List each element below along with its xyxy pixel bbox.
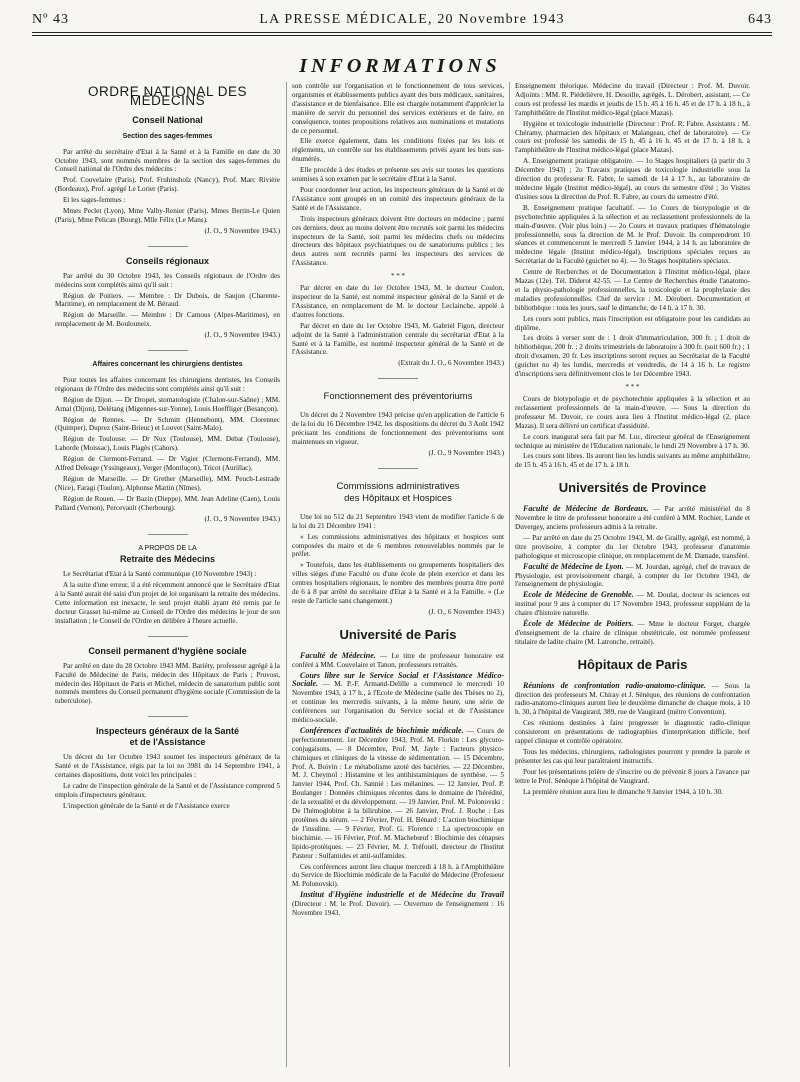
paragraph: Ces réunions destinées à faire progresser le diagnostic radio-clinique consisteront en présentations de radiographies d'interprétation difficile, bref rappel clinique et contrôle opératoire. — [515, 719, 750, 746]
paragraph: Région de Marseille. — Dr Grether (Marseille), MM. Peuch-Lestrade (Nice), Faragi (Toulon), Alphonse Martin (Nîmes). — [55, 475, 280, 492]
paragraph: La première réunion aura lieu le dimanche 9 Janvier 1944, à 10 h. 30. — [523, 787, 723, 796]
university-heading: Universités de Province — [558, 480, 707, 496]
paragraph: Pour coordonner leur action, les inspecteurs généraux de la Santé et de l'Assistance sont groupés en un comité des inspecteurs généraux de la Santé et de l'Assistance. — [292, 185, 504, 212]
paragraph: — Par arrêté en date du 25 Octobre 1943, M. de Grailly, agrégé, est nommé, à titre provisoire, à compter du 1er Octobre 1943, professeur d'anatomie pathologique et microscopie clinique, en remplacement de M. Damade, transféré. — [515, 533, 750, 560]
separator — [148, 636, 188, 637]
paragraph: Le cadre de l'inspection générale de la Santé et de l'Assistance comprend 5 emplois d'inspecteurs généraux. — [55, 781, 280, 799]
paragraph: L'inspection générale de la Santé et de l'Assistance exerce — [63, 801, 230, 810]
reference: (J. O., 9 Novembre 1943.) — [204, 514, 280, 523]
paragraph: Pour les présentations prière de s'inscrire ou de prévenir 8 jours à l'avance par lettre le Prof. Sénèque à l'hôpital de Vaugirard. — [515, 767, 750, 785]
paragraph: » Toutefois, dans les établissements ou groupements hospitaliers des villes sièges d'une Faculté ou d'une école de plein exercice et dans les centres hospitaliers régionaux, le nombre des membres pourra être porté de 6 à 8 par arrêté du secrétaire d'Etat à la Santé et à la Famille. » (Le reste de l'article sans changement.) — [292, 561, 504, 605]
page-number: 643 — [748, 12, 772, 27]
reference: (Extrait du J. O., 6 Novembre 1943.) — [398, 359, 504, 368]
institution-name: École de Médecine de Poitiers. — [523, 619, 634, 629]
section-heading: et de l'Assistance — [129, 737, 206, 748]
main-heading: ORDRE NATIONAL DES MÉDECINS — [87, 84, 248, 108]
paragraph-text: — Sous la direction des professeurs M. Chiray et J. Sénèque, des réunions de confrontation radio-anatomo-cliniques auront lieu le deuxième dimanche de chaque mois, à 10 h. 30, à l'hôpital de Vaugirard, 389, rue de Vaugirard (métro Convention). — [515, 681, 750, 717]
reference: (J. O., 9 Novembre 1943.) — [204, 331, 280, 340]
paragraph-text: — Cours de perfectionnement. 1er Décembre 1943, Prof. M. Florkin : Les glycuro-conjugaisons. — 8 Décembre, Prof. M. Jayle : Facteurs physico-chimiques et cliniques de la vitesse de sédimentation. — 15 Décembre, Prof. A. Boivin : Le métabolisme azoté des bactéries. — 22 Décembre, M. J. Cheymol : Histamine et les antihistaminiques de synthèse. — 5 Janvier 1944, Prof. Ch. Sannié : Les mélanines. — 12 Janvier, Prof. P. Boulanger : Données chimiques récentes dans le domaine de l'hérédité, de la sexualité et du développement. — 19 Janvier, Prof. M. Polonovski : De l'hémoglobine à la bilirubine. — 26 Janvier, Prof. J. Roche : Les protéines du sérum. — 2 Février, Prof. H. Bénard : L'action biochimique de l'insuline. — 9 Février, Prof. G. Florence : La spectroscopie en biochimie. — 16 Février, Prof. M. Machebœuf : Biochimie des cénapses lipido-protéiques. — 23 Février, M. J. Tréfouël, directeur de l'Institut Pasteur : Sulfamides et anti-sulfamides. — [292, 726, 505, 860]
paragraph: Prof. Couvelaire (Paris), Prof. Fruhinsholz (Nancy), Prof. Marc Rivière (Bordeaux), Prof. agrégé Le Lorier (Paris). — [55, 176, 280, 194]
paragraph: Par décret en date du 1er Octobre 1943, M. le docteur Coulon, inspecteur de la Santé, est nommé inspecteur général de la Santé et de l'Assistance, en remplacement de M. le docteur Leclainche, appelé à d'autres fonctions. — [292, 284, 504, 319]
meeting-title: Réunions de confrontation radio-anatomo-clinique. — [523, 680, 706, 690]
separator — [148, 246, 188, 247]
separator — [378, 378, 418, 379]
journal-title-date: LA PRESSE MÉDICALE, 20 Novembre 1943 — [259, 12, 565, 27]
paragraph: Par arrêté du secrétaire d'Etat à la Santé et à la Famille en date du 30 Octobre 1943, sont nommés membres de la section des sages-femmes du Conseil national de l'Ordre des médecins : — [55, 147, 280, 174]
paragraph-text: — Par arrêté ministériel du 8 Novembre le titre de professeur honoraire a été conféré à MM. Rochier, Lande et Duvergey, anciens professeurs admis à la retraite. — [515, 505, 750, 531]
separator — [378, 468, 418, 469]
paragraph: son contrôle sur l'organisation et le fonctionnement de tous services, organismes et établissements publics ayant des buts médicaux, sanitaires, d'assistance et de bienfaisance. Elle est chargée notamment d'apprécier la manière de servir du personnel des services extérieurs et de faire, en conséquence, toutes propositions relatives aux nominations et mutations de ce personnel. — [292, 82, 504, 135]
reference: (J. O., 9 Novembre 1943.) — [428, 448, 504, 457]
separator — [148, 716, 188, 717]
paragraph: Région de Clermont-Ferrand. — Dr Vigier (Clermont-Ferrand), MM. Alfred Deleage (Yssingeaux), Verger (Montluçon), Tricot (Aurillac). — [55, 455, 280, 473]
paragraph — [515, 563, 750, 590]
paragraph: Mmes Peclet (Lyon), Mme Valby-Renier (Paris), Mmes Bertin-Le Quien (Paris), Mme Pelican (Bourg), Mlle Félix (Le Mans). — [55, 207, 280, 224]
issue-number: Nº 43 — [32, 12, 69, 27]
paragraph: Un décret du 1er Octobre 1943 soumet les inspecteurs généraux de la Santé et de l'Assistance, régis par la loi no 3981 du 14 Septembre 1941, à certaines dispositions, dont voici les principales : — [55, 753, 280, 779]
paragraph — [292, 891, 504, 918]
paragraph: Région de Rouen. — Dr Bazin (Dieppe), MM. Jean Adeline (Caen), Louis Pallard (Vernon), Percevault (Cherbourg). — [55, 494, 280, 512]
header-rule-2 — [32, 35, 772, 36]
paragraph: Un décret du 2 Novembre 1943 précise qu'en application de l'article 6 de la loi du 16 Décembre 1942, les dispositions du décret du 3 Août 1942 précisant les conditions de fonctionnement des préventoriums sont maintenues en vigueur. — [292, 411, 504, 446]
section-heading: Conseil National — [132, 114, 203, 125]
section-heading: des Hôpitaux et Hospices — [344, 492, 452, 504]
paragraph-text: — Mme le docteur Forget, chargée d'enseignement de la chaire de clinique obstétricale, est nommée professeur titulaire de ladite chaire (M. Latronche, retraité). — [515, 620, 750, 646]
paragraph: B. Enseignement pratique facultatif. — 1o Cours de biotypologie et de psychotechnie appliquées à la sélection et au reclassement professionnels de la main-d'œuvre. (Voir plus loin.) — 2o Cours et travaux pratiques d'hématologie professionnelle, sous la direction de M. le Prof. Duvoir. Ils comprendront 10 séances et commenceront le mercredi 5 Janvier 1944, à 14 h. au laboratoire de médecine légale (Institut médico-légal). Inscriptions spéciales reçues au Secrétariat de la Faculté (guichet no 4). — 3o Stages hospitaliers spéciaux. — [515, 203, 750, 266]
header-rule — [32, 32, 772, 33]
institution-name: Institut d'Hygiène industrielle et de Médecine du Travail — [300, 890, 504, 900]
separator — [148, 534, 188, 535]
column-middle — [292, 82, 504, 920]
paragraph — [515, 591, 750, 618]
page-header — [32, 8, 772, 30]
paragraph: Par arrêté en date du 28 Octobre 1943 MM. Bariéty, professeur agrégé à la Faculté de Médecine de Paris, médecin des Hôpitaux de Paris ; Pruvost, médecin des Hôpitaux de Paris et Michel, médecin de sanatorium public sont nommés membres du Conseil permanent d'hygiène sociale (Commission de la tuberculose). — [55, 661, 280, 706]
course-title: Conférences d'actualités de biochimie médicale. — [300, 725, 464, 735]
section-heading: Fonctionnement des préventoriums — [323, 391, 473, 403]
paragraph: Pour toutes les affaires concernant les chirurgiens dentistes, les Conseils régionaux de l'Ordre des médecins sont complétés ainsi qu'il suit : — [55, 375, 280, 393]
column-right — [515, 82, 750, 799]
section-heading: Conseil permanent d'hygiène sociale — [88, 645, 247, 656]
paragraph: Région de Marseille. — Membre : Dr Camous (Alpes-Maritimes), en remplacement de M. Boulouneix. — [55, 311, 280, 329]
paragraph: Région de Poitiers. — Membre : Dr Dubois, de Saujon (Charente-Maritime), en remplacement de M. Béraud. — [55, 291, 280, 309]
institution-name: Faculté de Médecine de Bordeaux. — [523, 504, 649, 514]
hospitals-heading: Hôpitaux de Paris — [577, 656, 688, 672]
paragraph — [515, 505, 750, 532]
paragraph: Par arrêté du 30 Octobre 1943, les Conseils régionaux de l'Ordre des médecins sont complétés ainsi qu'il suit : — [55, 271, 280, 289]
paragraph — [292, 672, 504, 725]
paragraph: Région de Toulouse. — Dr Nux (Toulouse), MM. Debat (Toulouse), Laborde (Moissac), Louis Plagès (Cahors). — [55, 435, 280, 453]
paragraph-text: — M. P.-F. Armand-Delille a commencé le mercredi 10 Novembre 1943, à 17 h., à l'Ecole de Médecine (salle des Thèses no 2), et continue les mercredis suivants, à la même heure, une série de conférences sur l'organisation du Service social et de l'Assistance médico-sociale. — [292, 680, 505, 725]
paragraph — [292, 652, 504, 670]
paragraph: Les cours sont libres. Ils auront lieu les lundis suivants au même amphithéâtre, de 15 h. 45 à 16 h. 45 et de 17 h. à 18 h. — [515, 452, 750, 470]
paragraph: Ces conférences auront lieu chaque mercredi à 18 h. à l'Amphithéâtre du Service de Biochimie médicale de la Faculté de Médecine (Professeur M. Polonovski). — [292, 862, 504, 889]
sub-heading: Affaires concernant les chirurgiens dentistes — [92, 361, 243, 369]
paragraph: Hygiène et toxicologie industrielle (Directeur : Prof. R. Fabre. Assistants : M. Chéramy, pharmacien des hôpitaux et Malangeau, chef de laboratoire). — Ce cours est professé les samedis de 15 h. 45 à 16 h. 45 et de 17 h. à 18 h. à l'amphithéâtre de l'Institut médico-légal (place Mazas). — [515, 119, 750, 155]
section-heading: Commissions administratives — [336, 480, 460, 492]
paragraph: Tous les médecins, chirurgiens, radiologistes pourront y prendre la parole et présenter les cas qui leur paraîtraient instructifs. — [515, 748, 750, 765]
paragraph-text: — M. Jourdan, agrégé, chef de travaux de Physiologie, est provisoirement chargé, à compter du 1er Octobre 1943, de l'enseignement de physiologie. — [515, 562, 750, 589]
paragraph: Trois inspecteurs généraux doivent être docteurs en médecine ; parmi ces derniers, deux au moins doivent être recrutés soit parmi les médecins inspecteurs de la Santé, soit parmi les médecins chefs ou médecins directeurs des hôpitaux psychiatriques ou de sanatoriums publics ; les deux autres sont recrutés parmi les inspecteurs des services de l'Assistance. — [292, 214, 504, 268]
sub-heading: Section des sages-femmes — [122, 132, 213, 140]
paragraph-text: — Le titre de professeur honoraire est conféré à MM. Couvelaire et Tanon, professeurs retraités. — [292, 651, 505, 669]
university-heading: Université de Paris — [339, 626, 457, 642]
paragraph: Région de Dijon. — Dr Dropet, stomatologiste (Chalon-sur-Saône) ; MM. Arnal (Dijon), Delétang (Migennes-sur-Yonne), Louis Hoeffliger (Besançon). — [55, 395, 280, 413]
paragraph: Les droits à verser sont de : 1 droit d'immatriculation, 300 fr. ; 1 droit de bibliothèque, 200 fr. ; 2 droits trimestriels de laboratoire à 300 fr. (soit 600 fr.) ; 1 droit d'examen, 20 fr. Les inscriptions seront reçues au Secrétariat de la Faculté (guichet no 4) les lundis, mercredis et vendredis, de 14 à 16 h. Le registre d'inscriptions sera définitivement clos le 1er Décembre 1943. — [515, 334, 750, 379]
institution-name: Faculté de Médecine. — [300, 650, 376, 660]
paragraph: Par décret en date du 1er Octobre 1943, M. Gabriel Figon, directeur adjoint de la Santé à l'administration centrale du secrétariat d'Etat à la Santé et à la Famille, est nommé inspecteur général de la Santé et de l'Assistance. — [292, 321, 504, 357]
reference: (J. O., 6 Novembre 1943.) — [428, 607, 504, 616]
section-heading: Inspecteurs généraux de la Santé — [95, 726, 240, 737]
column-divider — [286, 82, 287, 1067]
paragraph: Et les sages-femmes : — [63, 196, 126, 205]
paragraph: A la suite d'une erreur, il a été récemment annoncé que le Secrétaire d'Etat à la Santé aurait été saisi d'un projet de loi organisant la retraite des médecins. Cette information est inexacte, le seul projet établi ayant été remis par le docteur Grasset lui-même au Conseil de l'Ordre des médecins le jour de son installation ; le Conseil de l'Ordre en délibère à l'heure actuelle. — [55, 581, 280, 625]
paragraph — [515, 682, 750, 718]
stars-separator: * * * — [391, 272, 405, 281]
stars-separator: * * * — [625, 383, 640, 391]
paragraph — [515, 620, 750, 647]
column-left — [55, 82, 280, 812]
paragraph: Centre de Recherches et de Documentation à l'Institut médico-légal, place Mazas (12e). Tél. Diderot 42-55. — Le Centre de Recherches étudie l'anatomo- et la physio-pathologie professionnelles, la toxicologie et la prophylaxie des maladies professionnelles. Chef de service : M. Dérobert. Documentation et bibliothèque : tous les jours, sauf le dimanche, de 14 h. à 17 h. 30. — [515, 268, 750, 312]
paragraph: Le cours inaugural sera fait par M. Luc, directeur général de l'Enseignement technique au ministère de l'Education nationale, le lundi 29 Novembre à 17 h. 30. — [515, 432, 750, 450]
course-title: Cours libre sur le Service Social et l'Assistance Médico-Sociale. — [292, 670, 504, 689]
paragraph: « Les commissions administratives des hôpitaux et hospices sont composées du maire et de 6 membres renouvelables nommés par le préfet. — [292, 532, 504, 559]
column-divider — [509, 82, 510, 1067]
section-banner: INFORMATIONS — [299, 55, 501, 77]
paragraph: Le Secrétariat d'Etat à la Santé communique (10 Novembre 1943) : — [63, 570, 257, 579]
paragraph-text: (Directeur : M. le Prof. Duvoir). — Ouverture de l'enseignement : 16 Novembre 1943. — [292, 900, 504, 918]
paragraph-text: — M. Doulat, docteur ès sciences est institué pour 9 ans à compter du 17 Novembre 1943, professeur suppléant de la chaire d'histoire naturelle. — [515, 591, 751, 618]
paragraph: Enseignement théorique. Médecine du travail (Directeur : Prof. M. Duvoir. Adjoints : MM. R. Piédelièvre, H. Desoille, agrégés, L. Dérobert, assistant. — Ce cours est professé les mardis et jeudis de 15 h. 45 à 16 h. 45 et de 17 h. à 18 h., à l'amphithéâtre de l'Institut médico-légal (place Mazas). — [515, 82, 750, 117]
section-heading: Conseils régionaux — [125, 255, 210, 266]
paragraph: Elle exerce également, dans les conditions fixées par les lois et règlements, un contrôle sur les établissements privés ayant les buts sus-énumérés. — [292, 137, 504, 164]
paragraph: Région de Rennes. — Dr Schmitt (Hennebont), MM. Clorennec (Quimper), Duprez (Saint-Brieuc) et Louvet (Saint-Malo). — [55, 415, 280, 433]
institution-name: Faculté de Médecine de Lyon. — [523, 561, 624, 571]
paragraph: Elle procède à des études et présente ses avis sur toutes les questions soumises à son examen par le secrétaire d'Etat à la Santé. — [292, 166, 504, 184]
paragraph: Les cours sont publics, mais l'inscription est obligatoire pour les candidats au diplôme. — [515, 314, 750, 332]
paragraph — [292, 727, 504, 861]
pre-heading: A PROPOS DE LA — [138, 544, 197, 552]
separator — [148, 350, 188, 351]
paragraph: Une loi no 512 du 21 Septembre 1943 vient de modifier l'article 6 de la loi du 21 Décembre 1941 : — [292, 512, 504, 530]
institution-name: Ecole de Médecine de Grenoble. — [523, 590, 634, 600]
section-heading: Retraite des Médecins — [119, 554, 216, 565]
paragraph: Cours de biotypologie et de psychotechnie appliquées à la sélection et au reclassement professionnels de la main-d'œuvre. — Sous la direction du professeur M. Duvoir, ce cours aura lieu à l'Institut médico-légal (2, place Mazas). Il sera délivré un certificat d'assiduité. — [515, 395, 750, 430]
paragraph: A. Enseignement pratique obligatoire. — 1o Stages hospitaliers (à partir du 3 Décembre 1943) ; 2o Travaux pratiques de toxicologie industrielle sous la direction du professeur R. Fabre, le samedi de 14 à 17 h., au laboratoire de médecine légale (Institut médico-légal), au cours du semestre d'été ; 3o Visites d'usines sous la direction du Prof. R. Fabre, au cours du semestre d'été. — [515, 157, 750, 201]
reference: (J. O., 9 Novembre 1943.) — [204, 226, 280, 235]
